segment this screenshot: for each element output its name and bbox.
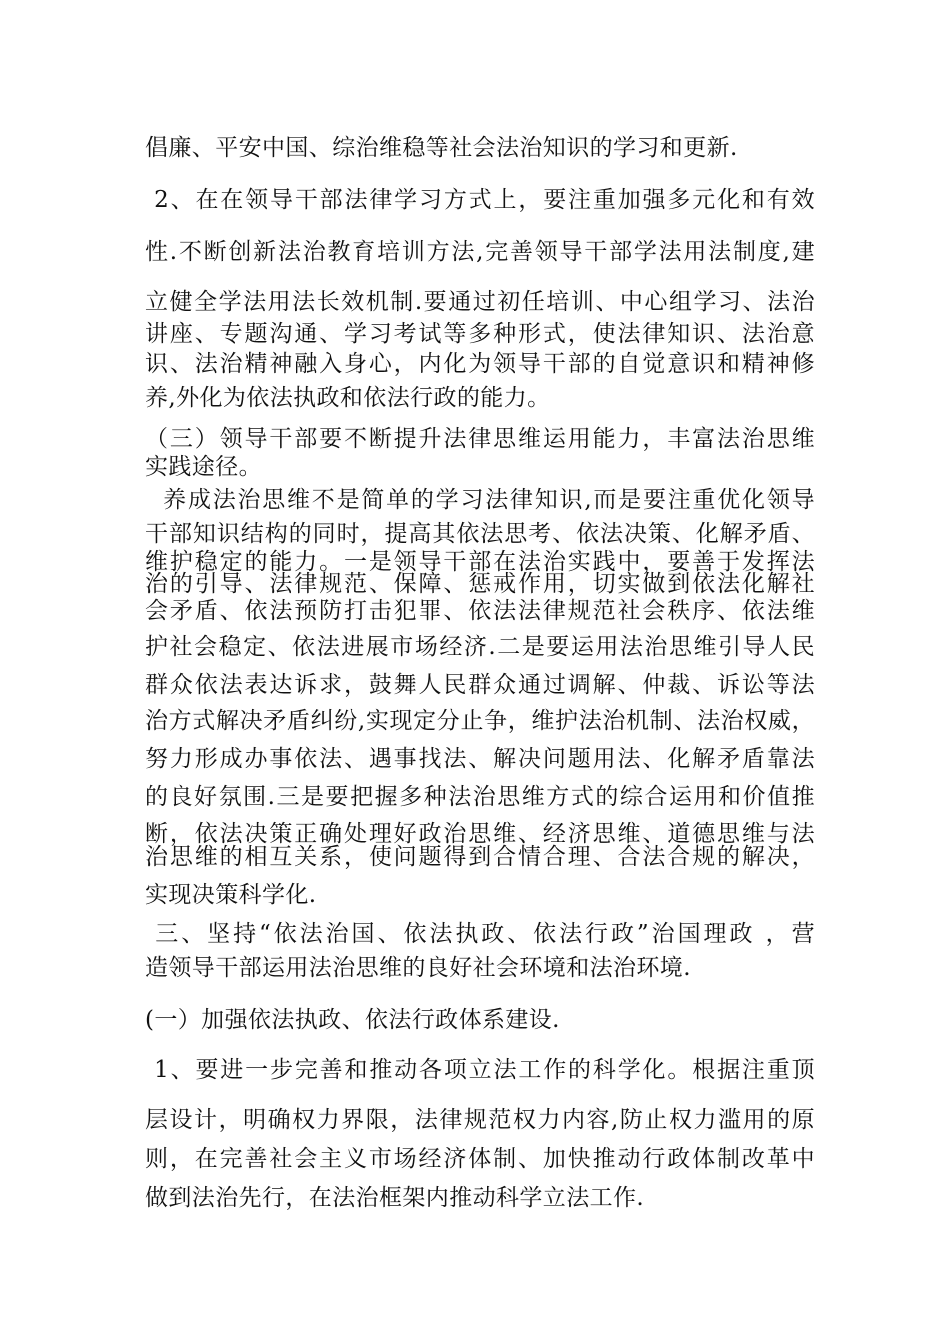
text-line: 治方式解决矛盾纠纷,实现定分止争，维护法治机制、法治权威， (145, 708, 815, 734)
text-line: 2、在在领导干部法律学习方式上，要注重加强多元化和有效 (145, 187, 815, 213)
text-line: 做到法治先行，在法治框架内推动科学立法工作. (145, 1185, 645, 1211)
text-line: 性.不断创新法治教育培训方法,完善领导干部学法用法制度,建 (145, 239, 815, 265)
text-line: 养,外化为依法执政和依法行政的能力。 (145, 385, 551, 411)
text-line: 治的引导、法律规范、保障、惩戒作用，切实做到依法化解社 (145, 571, 815, 597)
text-line: 实现决策科学化. (145, 882, 317, 908)
section-heading: 造领导干部运用法治思维的良好社会环境和法治环境. (145, 955, 691, 981)
text-line: 1、要进一步完善和推动各项立法工作的科学化。根据注重顶 (145, 1057, 815, 1083)
section-heading: 三、坚持“依法治国、依法执政、依法行政”治国理政 ，营 (145, 921, 815, 947)
section-heading: 实践途径。 (145, 454, 262, 480)
text-line: 努力形成办事依法、遇事找法、解决问题用法、化解矛盾靠法 (145, 746, 815, 772)
text-line: 识、法治精神融入身心，内化为领导干部的自觉意识和精神修 (145, 351, 815, 377)
section-heading: (一）加强依法执政、依法行政体系建设. (145, 1007, 560, 1033)
text-line: 断，依法决策正确处理好政治思维、经济思维、道德思维与法 (145, 821, 815, 847)
text-line: 维护稳定的能力。一是领导干部在法治实践中，要善于发挥法 (145, 549, 815, 575)
text-line: 干部知识结构的同时，提高其依法思考、依法决策、化解矛盾、 (145, 521, 815, 547)
text-line: 层设计，明确权力界限，法律规范权力内容,防止权力滥用的原 (145, 1107, 815, 1133)
text-line: 则，在完善社会主义市场经济体制、加快推动行政体制改革中 (145, 1146, 815, 1172)
text-line: 讲座、专题沟通、学习考试等多种形式，使法律知识、法治意 (145, 321, 815, 347)
text-line: 护社会稳定、依法进展市场经济.二是要运用法治思维引导人民 (145, 634, 815, 660)
text-line: 倡廉、平安中国、综治维稳等社会法治知识的学习和更新. (145, 135, 738, 161)
section-heading: （三）领导干部要不断提升法律思维运用能力，丰富法治思维 (145, 426, 815, 452)
text-line: 的良好氛围.三是要把握多种法治思维方式的综合运用和价值推 (145, 784, 815, 810)
text-line: 立健全学法用法长效机制.要通过初任培训、中心组学习、法治 (145, 289, 815, 315)
text-line: 养成法治思维不是简单的学习法律知识,而是要注重优化领导 (145, 487, 815, 513)
text-line: 群众依法表达诉求，鼓舞人民群众通过调解、仲裁、诉讼等法 (145, 672, 815, 698)
text-line: 治思维的相互关系，使问题得到合情合理、合法合规的解决， (145, 844, 815, 870)
text-line: 会矛盾、依法预防打击犯罪、依法法律规范社会秩序、依法维 (145, 598, 815, 624)
